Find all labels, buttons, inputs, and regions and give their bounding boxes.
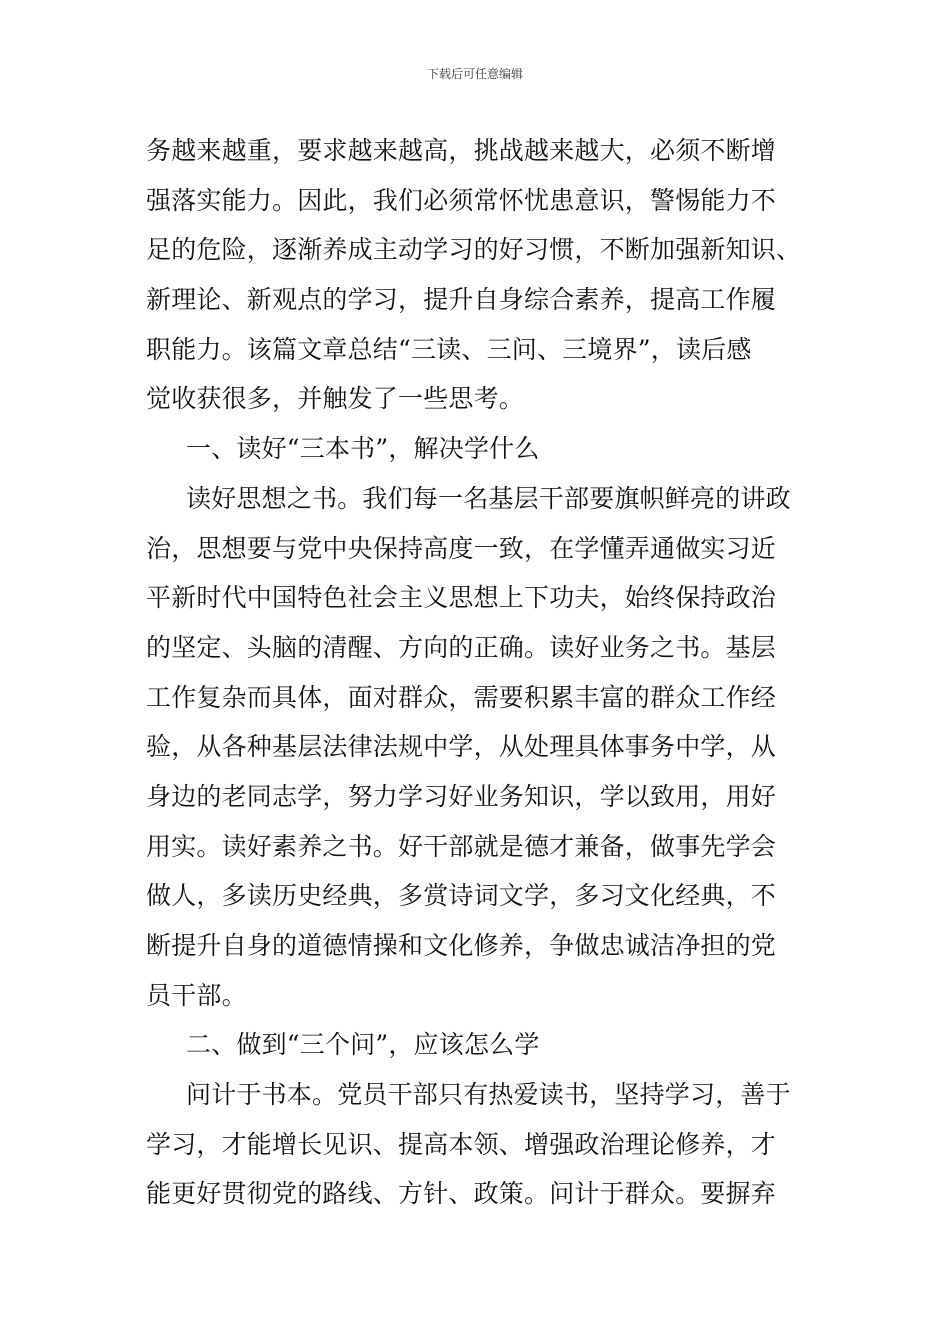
text-line: 用实。读好素养之书。好干部就是德才兼备，做事先学会	[146, 831, 777, 861]
document-body	[146, 126, 810, 1219]
section-heading: 一、读好“三本书”，解决学什么	[186, 434, 540, 464]
text-line: 验，从各种基层法律法规中学，从处理具体事务中学，从	[146, 732, 777, 762]
text-line: 觉收获很多，并触发了一些思考。	[146, 384, 525, 414]
paragraph-start-line: 问计于书本。党员干部只有热爱读书，坚持学习，善于	[186, 1080, 791, 1110]
text-line: 能更好贯彻党的路线、方针、政策。问计于群众。要摒弃	[146, 1179, 777, 1209]
text-line: 平新时代中国特色社会主义思想上下功夫，始终保持政治	[146, 583, 777, 613]
text-line: 务越来越重，要求越来越高，挑战越来越大，必须不断增	[146, 136, 777, 165]
text-line: 员干部。	[146, 980, 247, 1010]
text-line: 强落实能力。因此，我们必须常怀忧患意识，警惕能力不	[146, 185, 777, 215]
text-line: 足的危险，逐渐养成主动学习的好习惯，不断加强新知识、	[146, 235, 802, 265]
text-line: 职能力。该篇文章总结“三读、三问、三境界”，读后感	[146, 334, 752, 364]
page-header-note: 下载后可任意编辑	[426, 67, 523, 81]
text-line: 身边的老同志学，努力学习好业务知识，学以致用，用好	[146, 781, 777, 811]
text-line: 的坚定、头脑的清醒、方向的正确。读好业务之书。基层	[146, 632, 777, 662]
paragraph-start-line: 读好思想之书。我们每一名基层干部要旗帜鲜亮的讲政	[186, 483, 791, 513]
text-line: 做人，多读历史经典，多赏诗词文学，多习文化经典，不	[146, 881, 777, 911]
text-line: 治，思想要与党中央保持高度一致，在学懂弄通做实习近	[146, 533, 777, 563]
section-heading: 二、做到“三个问”，应该怎么学	[186, 1030, 540, 1060]
text-line: 新理论、新观点的学习，提升自身综合素养，提高工作履	[146, 285, 777, 315]
text-line: 学习，才能增长见识、提高本领、增强政治理论修养，才	[146, 1129, 777, 1159]
text-line: 断提升自身的道德情操和文化修养，争做忠诚洁净担的党	[146, 931, 777, 960]
text-line: 工作复杂而具体，面对群众，需要积累丰富的群众工作经	[146, 682, 777, 712]
